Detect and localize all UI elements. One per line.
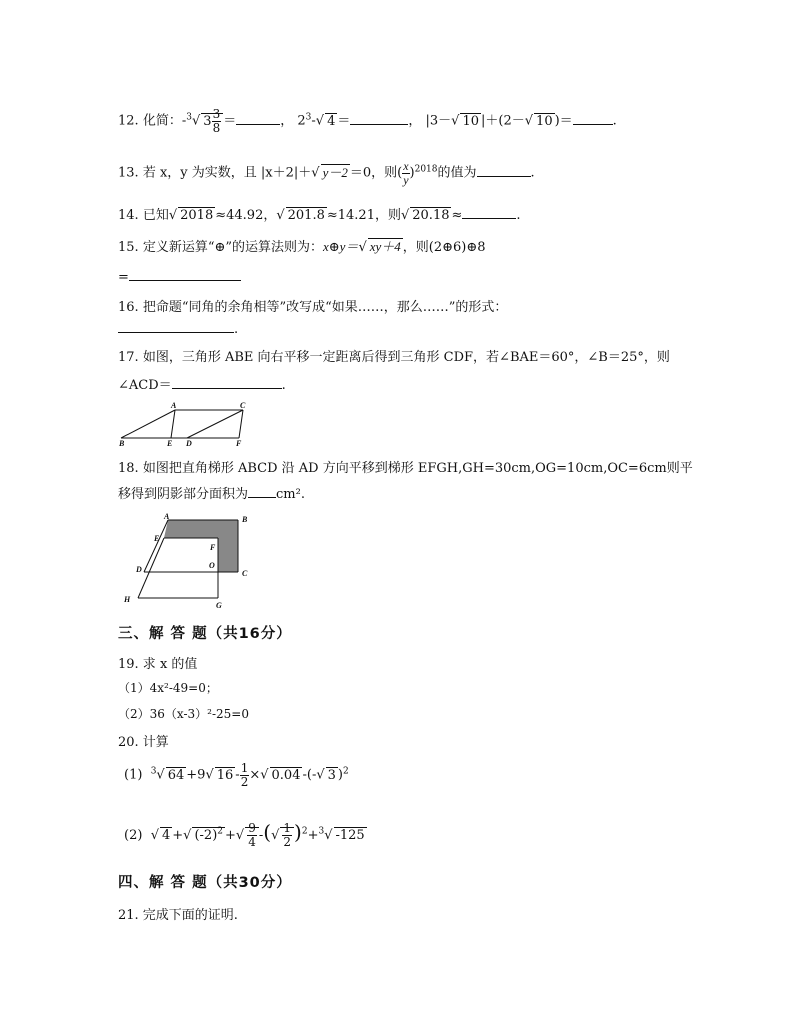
question-19-part2: （2）36（x-3）²-25=0 xyxy=(118,707,249,721)
question-20-title: 20. 计算 xyxy=(118,735,169,750)
q20-p2-sq1: 2 xyxy=(217,826,224,837)
q20-p1-tail-open: -(- xyxy=(302,767,317,783)
q14-rad3: 20.18 xyxy=(412,208,450,223)
q12-rad4: 4 xyxy=(327,113,336,129)
q18-figure xyxy=(118,510,258,610)
q18-label-A: A xyxy=(164,512,170,521)
q20-p1-tail-close: ) xyxy=(337,767,343,783)
q20-p1-cube-idx: 3 xyxy=(150,766,157,777)
q15-expr: x⊕y＝ xyxy=(323,239,359,254)
question-18-line2 xyxy=(118,483,305,502)
q14-rad1: 2018 xyxy=(180,208,214,223)
q12-end: . xyxy=(612,113,617,129)
question-20-part2: (2) √ 4 +√ $(-2)^2$ +√ $\frac{9}{4}$ -(√ $\frac{1}{2}$ )$^2$+$^3$√ -125 xyxy=(124,820,365,849)
q13-blank[interactable] xyxy=(477,164,531,177)
q12-exp: 3 xyxy=(305,112,312,123)
q14-text2: ≈44.92， xyxy=(215,208,277,223)
q18-label-D: D xyxy=(136,565,142,574)
q12-abs-close: |＋(2－ xyxy=(481,113,525,129)
q12-cube-index: 3 xyxy=(186,112,192,123)
q13-close: ) xyxy=(409,165,415,181)
q16-text: 把命题“同角的余角相等”改写成“如果……，那么……”的形式： xyxy=(142,300,508,315)
question-19-part1: （1）4x²-49=0； xyxy=(118,681,218,695)
q12-mixed-num: 3 xyxy=(212,107,221,121)
q20-p2-minus: - xyxy=(258,828,264,843)
q20-p2-f1-den: 4 xyxy=(248,835,256,849)
q18-line2a: 移得到阴影部分面积为 xyxy=(118,487,249,502)
section-4-heading: 四、解 答 题（共30分） xyxy=(118,875,292,891)
q20-p2-sq2: 2 xyxy=(301,826,308,837)
q14-blank[interactable] xyxy=(462,206,516,219)
q13-rad: y－2 xyxy=(322,164,348,180)
q14-text1: 已知 xyxy=(142,208,169,223)
q18-blank[interactable] xyxy=(248,485,276,498)
question-16-line2 xyxy=(118,320,238,337)
question-17 xyxy=(118,346,670,365)
question-12: 12. 化简：-$^3$√ 3 $\frac{3}{8}$ ＝ ， $2^3-√$ 4 ＝ ， |3－√ 10 |＋(2－√ 10 )＝ . xyxy=(118,107,617,135)
q20-p1-r1: 64 xyxy=(167,767,185,783)
q14-number: 14. xyxy=(118,208,139,223)
q12-eq2: ＝ xyxy=(337,113,351,129)
q17-label-C: C xyxy=(240,401,246,410)
q12-rad10b: 10 xyxy=(536,113,553,129)
q15-eq: = xyxy=(118,270,129,285)
q18-label-O: O xyxy=(209,561,215,570)
section-3-heading: 三、解 答 题（共16分） xyxy=(118,626,292,642)
q12-blank-3[interactable] xyxy=(573,112,613,125)
q18-number: 18. xyxy=(118,461,139,476)
q20-p2-plus3: + xyxy=(307,828,319,843)
q20-p1-plus9: +9 xyxy=(186,767,206,783)
q20-p2-label: (2) xyxy=(124,828,143,843)
q20-p1-minus: - xyxy=(235,767,240,783)
q13-tail: 的值为 xyxy=(437,165,477,181)
q15-text1: 定义新运算“⊕”的运算法则为： xyxy=(142,240,324,255)
q17-label-B: B xyxy=(119,439,125,448)
q17-label-E: E xyxy=(167,439,173,448)
q17-end: . xyxy=(281,378,286,393)
q17-line2: ∠ACD＝ xyxy=(118,378,172,393)
q17-figure xyxy=(115,400,255,448)
question-15-line2 xyxy=(118,268,241,285)
q17-label-F: F xyxy=(236,439,242,448)
q13-exp: 2018 xyxy=(414,164,438,175)
q20-p2-r2: (-2) xyxy=(194,828,218,843)
q20-p2-cube-idx: 3 xyxy=(318,826,325,837)
q12-number: 12. xyxy=(118,113,139,129)
q20-p2-r1: 4 xyxy=(161,828,171,843)
q20-p2-plus1: + xyxy=(172,828,184,843)
q20-p1-half-den: 2 xyxy=(240,774,249,789)
q17-label-D: D xyxy=(186,439,192,448)
q20-p1-sq: 2 xyxy=(343,766,349,777)
question-13: 13. 若 x，y 为实数，且 |x＋2|＋√ y－2 ＝0，则( $\frac{x}{y}$ )$^{2018}$的值为 . xyxy=(118,159,535,187)
q12-close: )＝ xyxy=(554,113,573,129)
q13-frac-den: y xyxy=(403,172,409,187)
q20-p2-plus2: + xyxy=(225,828,236,843)
q18-text: 如图把直角梯形 ABCD 沿 AD 方向平移到梯形 EFGH,GH=30cm,OG=10cm,OC=6cm则平 xyxy=(142,461,693,476)
q16-blank[interactable] xyxy=(118,320,234,333)
q15-text2: ，则(2⊕6)⊕8 xyxy=(402,240,486,255)
q20-p2-f2-num: 1 xyxy=(283,821,292,836)
question-14: 14. 已知√ 2018 ≈44.92，√ 201.8 ≈14.21，则√ 20.18 ≈ . xyxy=(118,208,521,223)
q14-rad2: 201.8 xyxy=(287,208,325,223)
q18-label-H: H xyxy=(124,595,131,604)
q20-p1-label: (1) xyxy=(124,767,143,783)
question-15: 15. 定义新运算“⊕”的运算法则为：x⊕y＝√ xy＋4 ，则(2⊕6)⊕8 xyxy=(118,239,486,255)
q14-text3: ≈14.21，则 xyxy=(326,208,401,223)
question-19-title: 19. 求 x 的值 xyxy=(118,657,198,672)
q15-number: 15. xyxy=(118,240,139,255)
q12-eq: ＝ xyxy=(223,113,237,129)
q18-line2b: cm². xyxy=(276,487,305,502)
q20-p1-r3: 0.04 xyxy=(271,767,301,783)
q18-label-B: B xyxy=(242,515,248,524)
q14-end: . xyxy=(516,208,521,223)
q16-number: 16. xyxy=(118,300,139,315)
q20-p2-r3: -125 xyxy=(335,828,365,843)
q15-rad: xy＋4 xyxy=(369,239,401,254)
q16-end: . xyxy=(234,322,239,337)
q12-blank-2[interactable] xyxy=(350,112,408,125)
q20-p1-r4: 3 xyxy=(327,767,336,783)
q13-frac-num: x xyxy=(403,159,409,173)
question-16 xyxy=(118,296,507,315)
q13-end: . xyxy=(530,165,535,181)
q13-number: 13. xyxy=(118,165,139,181)
q15-blank[interactable] xyxy=(129,268,241,281)
q12-minus: - xyxy=(311,113,316,129)
question-18 xyxy=(118,457,693,476)
q20-p1-r2: 16 xyxy=(216,767,234,783)
question-20-part1: (1) $^3$√ 64 +9√ 16 - $\frac{1}{2}$ ×√ 0.04 -(-√ 3 )$^2$ xyxy=(124,761,349,789)
question-21-title: 21. 完成下面的证明. xyxy=(118,908,238,923)
q17-text: 如图，三角形 ABE 向右平移一定距离后得到三角形 CDF，若∠BAE＝60°，∠B＝25°，则 xyxy=(142,350,670,365)
q13-text: 若 x，y 为实数，且 |x＋2|＋ xyxy=(142,165,312,181)
q17-label-A: A xyxy=(171,401,177,410)
q12-blank-1[interactable] xyxy=(236,112,280,125)
q20-p1-times: × xyxy=(249,767,261,783)
q20-p1-half-num: 1 xyxy=(240,761,249,775)
q18-label-F: F xyxy=(210,543,216,552)
q18-label-E: E xyxy=(154,534,160,543)
q17-blank[interactable] xyxy=(172,376,282,389)
q12-mixed-den: 8 xyxy=(212,120,221,135)
q13-mid: ＝0，则( xyxy=(349,165,403,181)
question-17-line2 xyxy=(118,374,286,393)
q12-base: 2 xyxy=(297,113,306,129)
q20-p2-f1-num: 9 xyxy=(248,821,256,836)
q17-number: 17. xyxy=(118,350,139,365)
q20-p2-f2-den: 2 xyxy=(283,835,292,849)
q12-label: 化简： xyxy=(142,113,182,129)
q12-mixed-whole: 3 xyxy=(203,113,212,129)
q18-label-C: C xyxy=(242,569,248,578)
q12-abs-open: |3－ xyxy=(425,113,452,129)
q18-label-G: G xyxy=(216,601,222,610)
q12-rad10a: 10 xyxy=(462,113,480,129)
q14-text4: ≈ xyxy=(451,208,463,223)
